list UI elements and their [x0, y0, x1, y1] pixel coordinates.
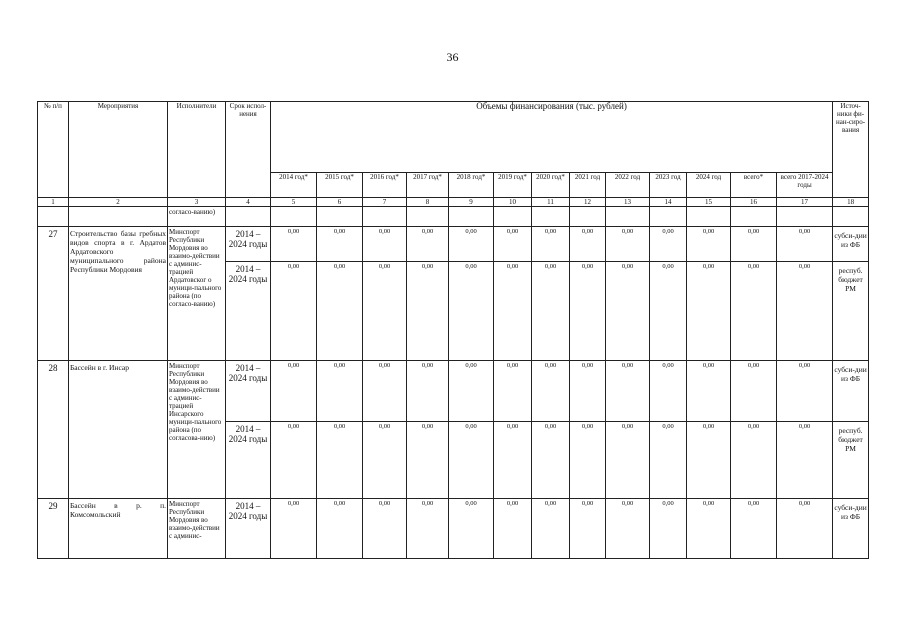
- activity-name: Бассейн в р. п. Комсомольский: [69, 499, 168, 559]
- term: 2014 – 2024 годы: [226, 361, 271, 422]
- header-year: всего 2017-2024 годы: [777, 173, 833, 198]
- amount-cell: 0,00: [494, 227, 532, 262]
- column-number: 3: [168, 198, 226, 207]
- amount-cell: 0,00: [317, 262, 363, 361]
- funding-source: респуб. бюджет РМ: [833, 422, 869, 499]
- header-year: 2024 год: [687, 173, 731, 198]
- header-term: Срок испол-нения: [226, 102, 271, 198]
- executor: Минспорт Республики Мордовия во взаимо-действии с админис-трацией Ардатовског о муници-пального района (по согласо-ванию): [168, 227, 226, 361]
- term: 2014 – 2024 годы: [226, 499, 271, 559]
- column-number: 10: [494, 198, 532, 207]
- amount-cell: 0,00: [494, 262, 532, 361]
- amount-cell: 0,00: [271, 499, 317, 559]
- amount-cell: 0,00: [570, 361, 606, 422]
- column-number: 13: [606, 198, 650, 207]
- amount-cell: 0,00: [271, 262, 317, 361]
- amount-cell: 0,00: [363, 262, 407, 361]
- page-number: 36: [446, 50, 459, 64]
- amount-cell: 0,00: [650, 262, 687, 361]
- amount-cell: 0,00: [687, 361, 731, 422]
- funding-source: субси-дии из ФБ: [833, 227, 869, 262]
- amount-cell: 0,00: [777, 422, 833, 499]
- header-year: 2018 год*: [449, 173, 494, 198]
- amount-cell: 0,00: [532, 262, 570, 361]
- amount-cell: 0,00: [650, 361, 687, 422]
- amount-cell: 0,00: [570, 262, 606, 361]
- activity-name: Бассейн в г. Инсар: [69, 361, 168, 499]
- amount-cell: 0,00: [317, 422, 363, 499]
- amount-cell: 0,00: [650, 422, 687, 499]
- column-number: 17: [777, 198, 833, 207]
- amount-cell: 0,00: [731, 422, 777, 499]
- amount-cell: 0,00: [532, 361, 570, 422]
- funding-source: респуб. бюджет РМ: [833, 262, 869, 361]
- column-number: 4: [226, 198, 271, 207]
- amount-cell: 0,00: [363, 361, 407, 422]
- amount-cell: 0,00: [606, 227, 650, 262]
- column-number: 2: [69, 198, 168, 207]
- amount-cell: 0,00: [777, 499, 833, 559]
- amount-cell: 0,00: [494, 422, 532, 499]
- header-activity: Мероприятия: [69, 102, 168, 198]
- header-year: 2020 год*: [532, 173, 570, 198]
- header-year: всего*: [731, 173, 777, 198]
- table-row: [38, 499, 869, 559]
- amount-cell: 0,00: [570, 227, 606, 262]
- amount-cell: 0,00: [407, 361, 449, 422]
- amount-cell: 0,00: [731, 227, 777, 262]
- header-year: 2023 год: [650, 173, 687, 198]
- term: 2014 – 2024 годы: [226, 262, 271, 361]
- column-number: 7: [363, 198, 407, 207]
- amount-cell: 0,00: [606, 262, 650, 361]
- amount-cell: 0,00: [532, 422, 570, 499]
- table-row: [38, 227, 869, 262]
- amount-cell: 0,00: [317, 499, 363, 559]
- amount-cell: 0,00: [363, 422, 407, 499]
- executor: Минспорт Республики Мордовия во взаимо-действии с админис-трацией Инсарского муници-пального района (по согласова-нию): [168, 361, 226, 499]
- amount-cell: 0,00: [532, 227, 570, 262]
- header-year: 2017 год*: [407, 173, 449, 198]
- term: 2014 – 2024 годы: [226, 422, 271, 499]
- amount-cell: 0,00: [407, 227, 449, 262]
- amount-cell: 0,00: [407, 422, 449, 499]
- amount-cell: 0,00: [317, 361, 363, 422]
- amount-cell: 0,00: [449, 262, 494, 361]
- column-number: 18: [833, 198, 869, 207]
- funding-source: субси-дии из ФБ: [833, 361, 869, 422]
- amount-cell: 0,00: [570, 422, 606, 499]
- financing-table: [37, 101, 869, 559]
- amount-cell: 0,00: [687, 262, 731, 361]
- amount-cell: 0,00: [494, 499, 532, 559]
- column-number: 6: [317, 198, 363, 207]
- continuation-text: согласо-ванию): [168, 207, 226, 227]
- header-year: 2022 год: [606, 173, 650, 198]
- amount-cell: 0,00: [687, 499, 731, 559]
- amount-cell: 0,00: [271, 422, 317, 499]
- amount-cell: 0,00: [570, 499, 606, 559]
- header-sources: Источ-ники фи-нан-сиро-вания: [833, 102, 869, 198]
- header-executors: Исполнители: [168, 102, 226, 198]
- header-year: 2016 год*: [363, 173, 407, 198]
- column-number: 5: [271, 198, 317, 207]
- amount-cell: 0,00: [494, 361, 532, 422]
- amount-cell: 0,00: [317, 227, 363, 262]
- amount-cell: 0,00: [650, 227, 687, 262]
- term: 2014 – 2024 годы: [226, 227, 271, 262]
- amount-cell: 0,00: [777, 227, 833, 262]
- table-row: [38, 361, 869, 422]
- column-number: 12: [570, 198, 606, 207]
- column-number: 16: [731, 198, 777, 207]
- activity-name: Строительство базы гребных видов спорта в г. Ардатов Ардатовского муниципального района Республики Мордовия: [69, 227, 168, 361]
- column-number: 9: [449, 198, 494, 207]
- column-number: 15: [687, 198, 731, 207]
- amount-cell: 0,00: [449, 227, 494, 262]
- amount-cell: 0,00: [687, 227, 731, 262]
- amount-cell: 0,00: [731, 262, 777, 361]
- row-number: 28: [38, 361, 69, 499]
- amount-cell: 0,00: [532, 499, 570, 559]
- header-year: 2015 год*: [317, 173, 363, 198]
- header-num: № п/п: [38, 102, 69, 198]
- row-number: 27: [38, 227, 69, 361]
- funding-source: субси-дии из ФБ: [833, 499, 869, 559]
- amount-cell: 0,00: [606, 499, 650, 559]
- amount-cell: 0,00: [606, 422, 650, 499]
- column-number: 14: [650, 198, 687, 207]
- column-number: 1: [38, 198, 69, 207]
- amount-cell: 0,00: [687, 422, 731, 499]
- amount-cell: 0,00: [777, 262, 833, 361]
- header-financing: Объемы финансирования (тыс. рублей): [271, 102, 833, 173]
- column-number: 8: [407, 198, 449, 207]
- amount-cell: 0,00: [407, 499, 449, 559]
- amount-cell: 0,00: [449, 499, 494, 559]
- amount-cell: 0,00: [449, 361, 494, 422]
- amount-cell: 0,00: [271, 361, 317, 422]
- executor: Минспорт Республики Мордовия во взаимо-действии с админис-: [168, 499, 226, 559]
- header-year: 2014 год*: [271, 173, 317, 198]
- row-number: 29: [38, 499, 69, 559]
- amount-cell: 0,00: [363, 499, 407, 559]
- amount-cell: 0,00: [407, 262, 449, 361]
- header-year: 2021 год: [570, 173, 606, 198]
- amount-cell: 0,00: [363, 227, 407, 262]
- amount-cell: 0,00: [449, 422, 494, 499]
- amount-cell: 0,00: [650, 499, 687, 559]
- amount-cell: 0,00: [731, 499, 777, 559]
- continuation-row: [38, 207, 869, 227]
- amount-cell: 0,00: [606, 361, 650, 422]
- amount-cell: 0,00: [271, 227, 317, 262]
- amount-cell: 0,00: [777, 361, 833, 422]
- column-number: 11: [532, 198, 570, 207]
- amount-cell: 0,00: [731, 361, 777, 422]
- header-year: 2019 год*: [494, 173, 532, 198]
